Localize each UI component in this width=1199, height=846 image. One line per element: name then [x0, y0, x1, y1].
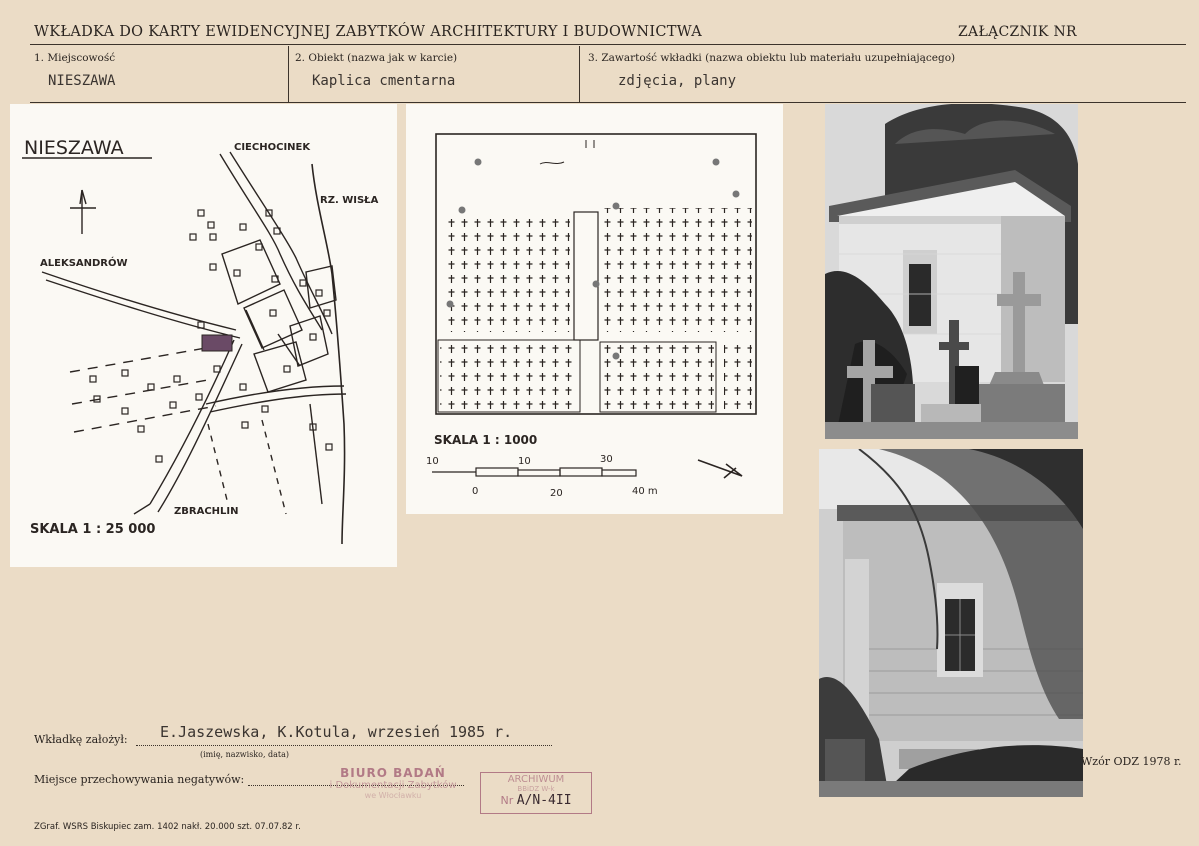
archive-number-row — [481, 793, 591, 808]
founder-value: E.Jaszewska, K.Kotula, wrzesień 1985 r. — [160, 723, 513, 741]
label-aleksandrow: ALEKSANDRÓW — [40, 258, 128, 269]
contents-label: 3. Zawartość wkładki (nazwa obiektu lub materiału uzupełniającego) — [588, 52, 956, 64]
tick-0: 0 — [472, 486, 479, 497]
plan-scale: SKALA 1 : 1000 — [434, 433, 538, 447]
tick-30: 30 — [600, 454, 613, 465]
photo-chapel-side — [819, 449, 1083, 797]
label-zbrachlin: ZBRACHLIN — [174, 506, 239, 517]
map-scale: SKALA 1 : 25 000 — [30, 522, 156, 537]
object-label: 2. Obiekt (nazwa jak w karcie) — [295, 52, 458, 64]
header-rule — [30, 44, 1186, 45]
object-value: Kaplica cmentarna — [312, 73, 456, 89]
tick-10: 10 — [518, 456, 531, 467]
archive-number-prefix: Nr — [500, 794, 514, 807]
locality-label: 1. Miejscowość — [34, 52, 116, 64]
card-title: WKŁADKA DO KARTY EWIDENCYJNEJ ZABYTKÓW ARCHITEKTURY I BUDOWNICTWA — [34, 24, 702, 40]
tick-10-left: 10 — [426, 456, 439, 467]
archive-stamp — [480, 772, 592, 814]
cemetery-plan-drawing — [406, 104, 783, 514]
chapel-location-marker — [202, 335, 232, 351]
office-stamp-line3: we Włocławku — [364, 791, 422, 800]
contents-value: zdjęcia, plany — [618, 73, 737, 89]
label-ciechocinek: CIECHOCINEK — [234, 142, 311, 153]
archive-stamp-line2: BBiDZ W-k — [517, 785, 555, 793]
label-river: RZ. WISŁA — [320, 195, 379, 206]
office-stamp — [298, 766, 488, 800]
office-stamp-line2: i Dokumentacji Zabytków — [329, 780, 457, 791]
location-map-drawing — [10, 104, 397, 567]
annex-label: ZAŁĄCZNIK NR — [958, 24, 1077, 40]
archive-stamp-line1: ARCHIWUM — [507, 774, 565, 785]
founder-dotted-line — [136, 745, 552, 746]
map-title: NIESZAWA — [24, 137, 124, 159]
founder-label: Wkładkę założył: — [34, 733, 128, 746]
locality-value: NIESZAWA — [48, 73, 116, 89]
negatives-label: Miejsce przechowywania negatywów: — [34, 773, 245, 786]
location-map — [10, 104, 397, 567]
form-version: Wzór ODZ 1978 r. — [1081, 755, 1182, 768]
photo-chapel-front — [825, 104, 1078, 439]
archive-number: A/N-4II — [516, 793, 572, 808]
tick-40: 40 m — [632, 486, 658, 497]
print-info: ZGraf. WSRS Biskupiec zam. 1402 nakł. 20.000 szt. 07.07.82 r. — [34, 822, 301, 832]
field-divider-2 — [579, 46, 580, 102]
cemetery-plan — [406, 104, 783, 514]
field-divider-1 — [288, 46, 289, 102]
fields-rule — [30, 102, 1186, 103]
office-stamp-line1: BIURO BADAŃ — [340, 766, 446, 780]
tick-20: 20 — [550, 488, 563, 499]
north-arrow-icon — [698, 460, 742, 478]
founder-hint: (imię, nazwisko, data) — [200, 750, 290, 759]
